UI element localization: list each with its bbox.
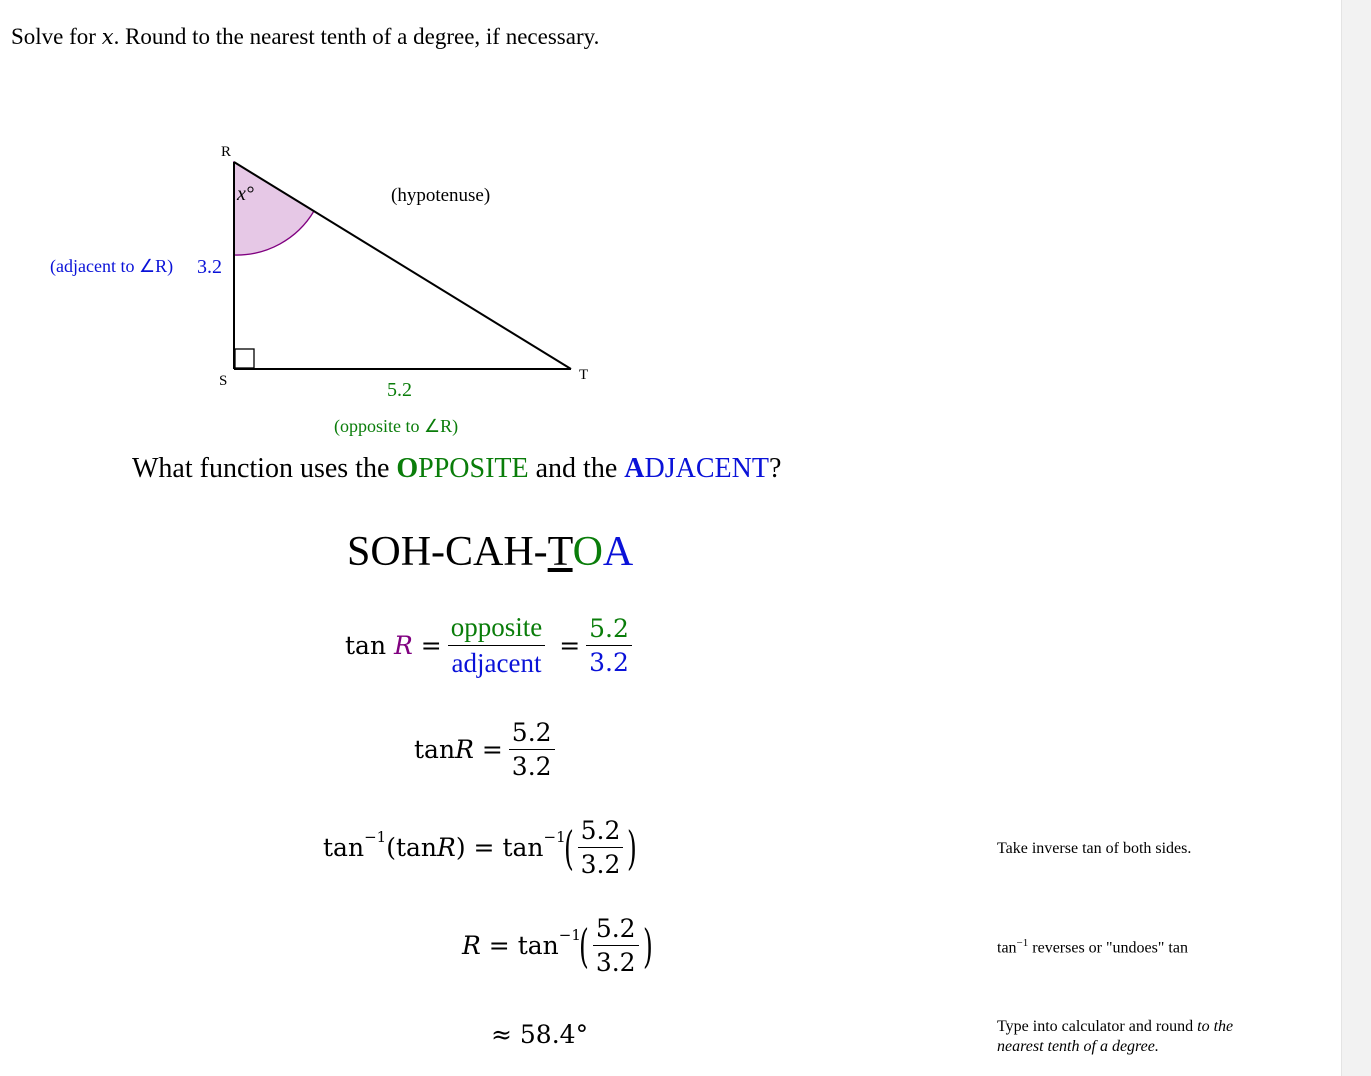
sohcahtoa-mnemonic: SOH-CAH-TOA bbox=[347, 529, 634, 575]
opposite-value: 5.2 bbox=[387, 379, 412, 401]
vertex-t-label: T bbox=[579, 367, 589, 383]
note-inverse-tan: Take inverse tan of both sides. bbox=[997, 840, 1192, 857]
note-undoes-tan: $\tan^{-1}$ reverses or "undoes" tan bbox=[997, 937, 1188, 957]
equation-step-4: R = tan $^{-1}$ ( $\frac{5.2}{3.2}$ ) bbox=[462, 914, 653, 977]
note-calculator: Type into calculator and round to the nearest tenth of a degree. bbox=[997, 1018, 1234, 1055]
equation-step-2: tan R = $\frac{5.2}{3.2}$ bbox=[414, 718, 561, 781]
opposite-label: (opposite to ∠R) bbox=[334, 416, 459, 436]
variable-x: x bbox=[101, 25, 114, 49]
right-angle-mark bbox=[235, 349, 254, 368]
triangle-figure bbox=[0, 0, 700, 445]
vertex-r-label: R bbox=[221, 144, 232, 160]
angle-x-arc bbox=[234, 162, 314, 255]
hypotenuse-label: (hypotenuse) bbox=[391, 185, 491, 206]
function-question: What function uses the OPPOSITE and the ADJACENT? bbox=[132, 453, 782, 484]
angle-x-label: x° bbox=[237, 183, 254, 205]
adjacent-value: 3.2 bbox=[197, 256, 222, 278]
scrollbar[interactable] bbox=[1341, 0, 1371, 1076]
vertex-s-label: S bbox=[219, 373, 228, 389]
adjacent-label: (adjacent to ∠R) bbox=[50, 256, 174, 276]
equation-step-3: tan $^{-1}$ (tan R ) = tan $^{-1}$ ( $\frac{5.2}{3.2}$ ) bbox=[323, 816, 638, 879]
problem-prompt: Solve for x. Round to the nearest tenth of a degree, if necessary. bbox=[11, 24, 600, 49]
equation-step-1: tan R = $\frac{\text{opposite}}{\text{adjacent}}$ = $\frac{5.2}{3.2}$ bbox=[345, 612, 638, 679]
equation-step-5-result: ≈ 58.4° bbox=[491, 1020, 589, 1049]
